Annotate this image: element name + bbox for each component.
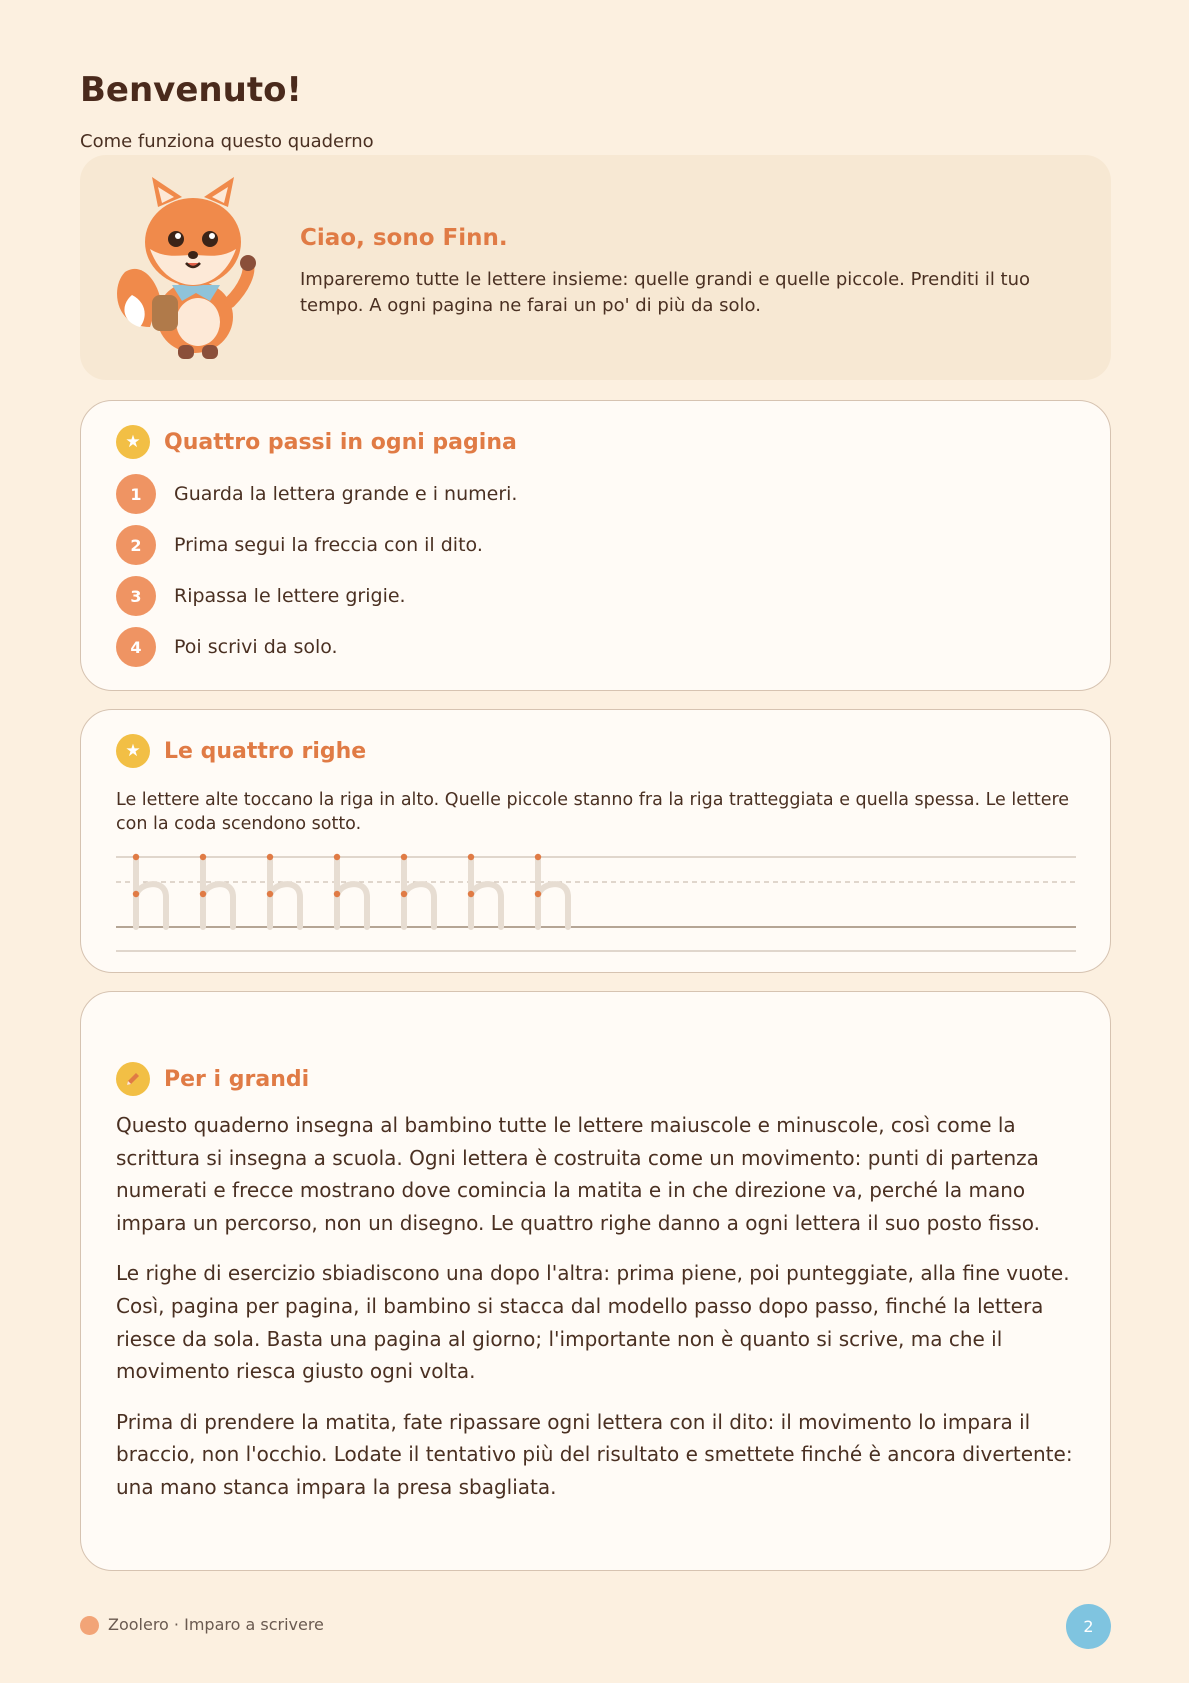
- footer-dot: [80, 1616, 99, 1635]
- step-text: Poi scrivi da solo.: [174, 636, 338, 658]
- lines-card-text: Le lettere alte toccano la riga in alto. Quelle piccole stanno fra la riga tratteggiata e quella spessa. Le lettere con la coda scendono sotto.: [116, 790, 1070, 834]
- fox-mascot-icon: [110, 177, 270, 361]
- lines-card-header: [116, 734, 366, 768]
- adults-card-title: Per i grandi: [164, 1066, 310, 1092]
- step-item: [116, 627, 517, 667]
- pencil-icon: [116, 1062, 150, 1096]
- start-point: [334, 854, 340, 860]
- writing-lines: [116, 845, 1076, 955]
- trace-letter-h: [334, 854, 367, 927]
- start-point: [468, 854, 474, 860]
- start-point: [200, 891, 206, 897]
- start-point: [267, 891, 273, 897]
- trace-letter-h: [401, 854, 434, 927]
- intro-card: [80, 155, 1111, 380]
- steps-card-title: Quattro passi in ogni pagina: [164, 429, 517, 455]
- trace-letter-h: [468, 854, 501, 927]
- step-number: 3: [116, 576, 156, 616]
- trace-letter-h: [133, 854, 166, 927]
- page-number: 2: [1066, 1604, 1111, 1649]
- adults-paragraph: Le righe di esercizio sbiadiscono una dopo l'altra: prima piene, poi punteggiate, alla fine vuote. Così, pagina per pagina, il bambino si stacca dal modello passo dopo passo, finché la lettera riesce da sola. Basta una pagina al giorno; l'importante non è quanto si scrive, ma che il movimento riesca giusto ogni volta.: [116, 1261, 1070, 1384]
- adults-card-body: [116, 1109, 1076, 1522]
- start-point: [401, 891, 407, 897]
- lines-card: [80, 709, 1111, 973]
- trace-letter-h: [535, 854, 568, 927]
- footer-text: Zoolero · Imparo a scrivere: [108, 1615, 324, 1634]
- step-item: [116, 525, 517, 565]
- adults-paragraph: Questo quaderno insegna al bambino tutte le lettere maiuscole e minuscole, così come la scrittura si insegna a scuola. Ogni lettera è costruita come un movimento: punti di partenza numerati e frecce mostrano dove comincia la matita e in che direzione va, perché la mano impara un percorso, non un disegno. Le quattro righe danno a ogni lettera il suo posto fisso.: [116, 1113, 1041, 1235]
- step-text: Ripassa le lettere grigie.: [174, 585, 406, 607]
- start-point: [334, 891, 340, 897]
- steps-card-header: [116, 425, 517, 459]
- start-point: [200, 854, 206, 860]
- trace-letter-h: [200, 854, 233, 927]
- star-icon: ★: [116, 734, 150, 768]
- step-text: Guarda la lettera grande e i numeri.: [174, 483, 518, 505]
- start-point: [535, 854, 541, 860]
- trace-letter-h: [267, 854, 300, 927]
- step-number: 1: [116, 474, 156, 514]
- start-point: [468, 891, 474, 897]
- page-title: Benvenuto!: [80, 70, 302, 110]
- steps-card: [80, 400, 1111, 691]
- step-item: [116, 474, 517, 514]
- step-text: Prima segui la freccia con il dito.: [174, 534, 483, 556]
- adults-card-header: [116, 1062, 309, 1096]
- start-point: [133, 891, 139, 897]
- adults-paragraph: Prima di prendere la matita, fate ripassare ogni lettera con il dito: il movimento lo impara il braccio, non l'occhio. Lodate il tentativo più del risultato e smettete finché è ancora divertente: una mano stanca impara la presa sbagliata.: [116, 1409, 1073, 1499]
- intro-text: Impareremo tutte le lettere insieme: quelle grandi e quelle piccole. Prenditi il tuo tempo. A ogni pagina ne farai un po' di più da solo.: [300, 269, 1031, 316]
- start-point: [133, 854, 139, 860]
- adults-card: [80, 991, 1111, 1571]
- lines-card-title: Le quattro righe: [164, 738, 367, 764]
- step-number: 2: [116, 525, 156, 565]
- start-point: [267, 854, 273, 860]
- page-subtitle: Come funziona questo quaderno: [80, 131, 374, 152]
- start-point: [401, 854, 407, 860]
- start-point: [535, 891, 541, 897]
- step-number: 4: [116, 627, 156, 667]
- intro-heading: Ciao, sono Finn.: [300, 225, 508, 251]
- steps-list: [116, 474, 517, 678]
- step-item: [116, 576, 517, 616]
- star-icon: ★: [116, 425, 150, 459]
